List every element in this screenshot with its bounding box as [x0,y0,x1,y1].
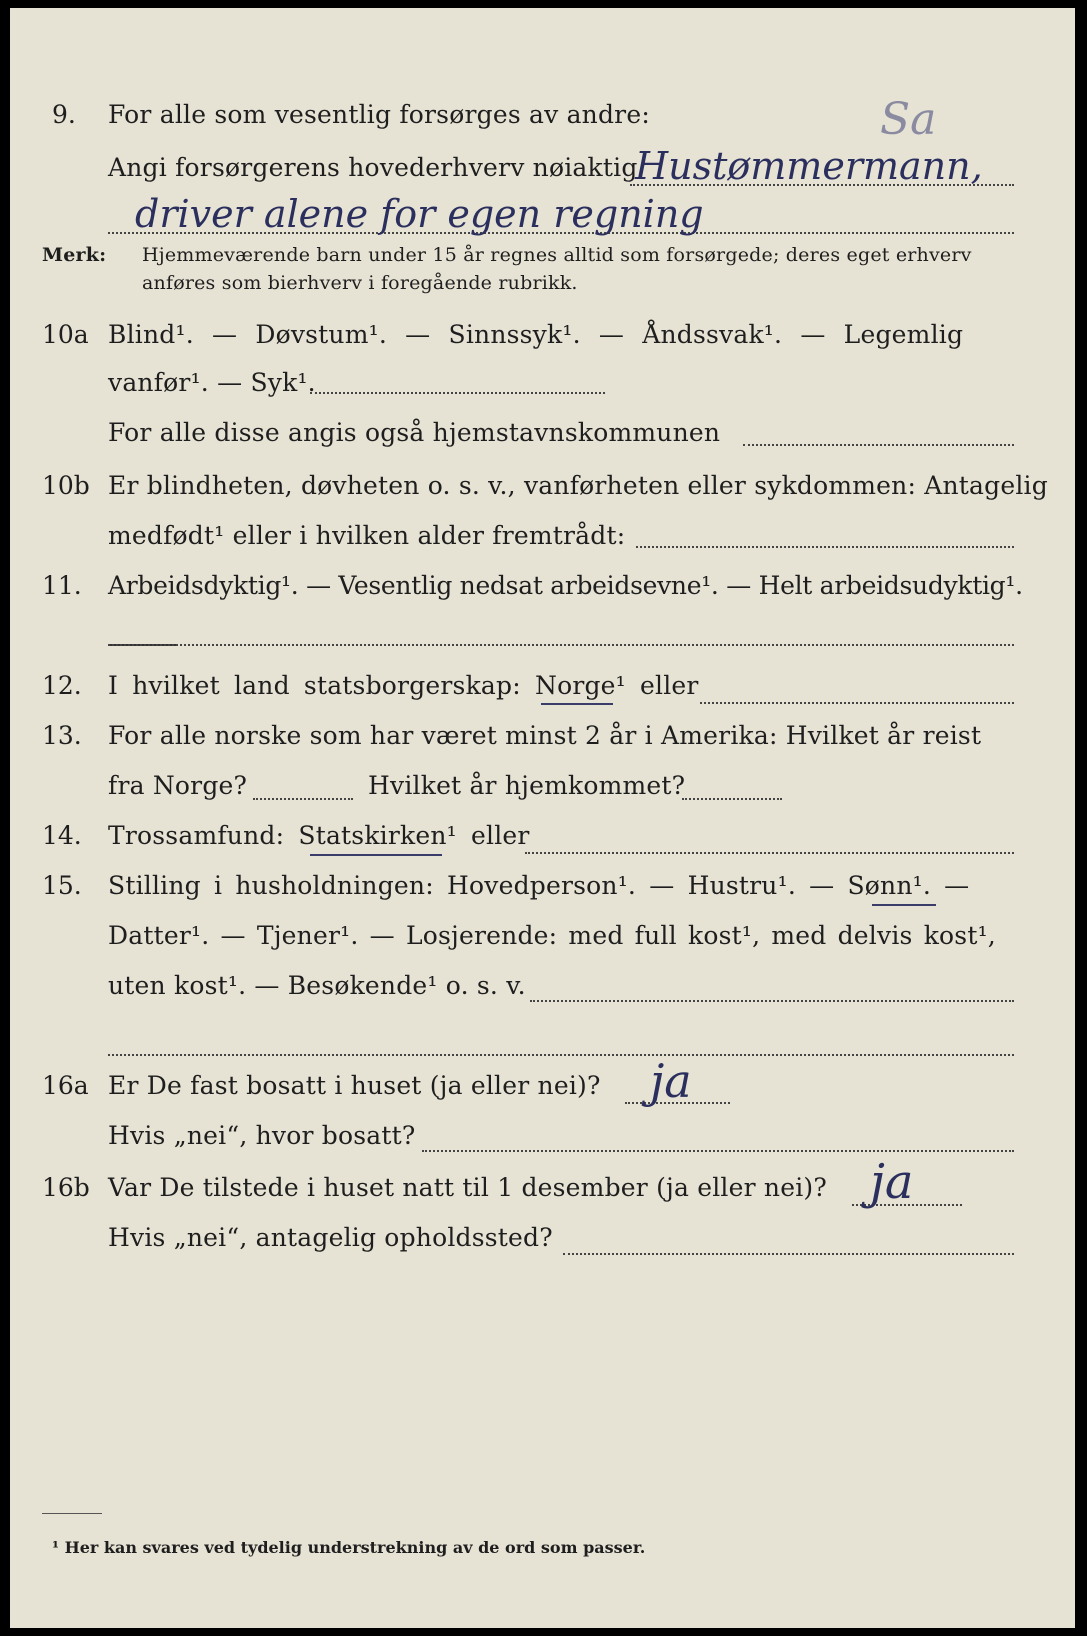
q16a-line1: Er De fast bosatt i huset (ja eller nei)? [108,1071,601,1100]
q15-line2: Datter¹. — Tjener¹. — Losjerende: med full kost¹, med delvis kost¹, [108,921,996,950]
q11-answer-line [108,644,1014,646]
q12-line1: I hvilket land statsborgerskap: Norge¹ eller [108,671,699,700]
q13-hjemkommet-line [682,798,782,800]
q12-answer-line [700,702,1014,704]
footnote-divider [42,1513,102,1514]
q14-answer-line [525,852,1014,854]
q15-answer-line2 [108,1054,1014,1056]
q16a-handwritten-answer: ja [650,1054,692,1108]
q10a-line1: Blind¹. — Døvstum¹. — Sinnssyk¹. — Åndssvak¹. — Legemlig [108,320,964,349]
q10a-syk-line [310,392,605,394]
q13-reist-line [253,798,353,800]
q9-handwritten-answer2: driver alene for egen regning [135,192,704,236]
q13-number: 13. [42,721,82,750]
q14-line1: Trossamfund: Statskirken¹ eller [108,821,530,850]
merk-label: Merk: [42,244,107,266]
merk-line1: Hjemmeværende barn under 15 år regnes alltid som forsørgede; deres eget erhverv [142,244,972,266]
q9-line2: Angi forsørgerens hovederhverv nøiaktig [108,153,638,182]
q10a-kommune-line [743,444,1014,446]
q9-handwritten-answer1: Hustømmermann, [635,144,983,188]
q13-line1: For alle norske som har været minst 2 år i Amerika: Hvilket år reist [108,721,982,750]
q16b-line2: Hvis „nei“, antagelig opholdssted? [108,1223,553,1252]
q9-number: 9. [52,100,76,129]
q13-line2b: Hvilket år hjemkommet? [368,771,686,800]
footnote: ¹ Her kan svares ved tydelig understrekning av de ord som passer. [52,1538,646,1557]
q16b-line1: Var De tilstede i huset natt til 1 desember (ja eller nei)? [108,1173,827,1202]
q10a-line3: For alle disse angis også hjemstavnskommunen [108,418,721,447]
q15-number: 15. [42,871,82,900]
q15-line1: Stilling i husholdningen: Hovedperson¹. — Hustru¹. — Sønn¹. — [108,871,970,900]
q15-answer-line1 [530,1000,1014,1002]
census-form-page [10,8,1075,1628]
q16a-line2: Hvis „nei“, hvor bosatt? [108,1121,416,1150]
q11-line1: Arbeidsdyktig¹. — Vesentlig nedsat arbeidsevne¹. — Helt arbeidsudyktig¹. [108,571,1023,600]
q10a-line2: vanfør¹. — Syk¹. [108,368,316,397]
q15-line3: uten kost¹. — Besøkende¹ o. s. v. [108,971,526,1000]
q10b-number: 10b [42,471,90,500]
q11-number: 11. [42,571,82,600]
q10b-alder-line [636,546,1014,548]
q16b-opholdssted-line [563,1253,1014,1255]
q16a-number: 16a [42,1071,89,1100]
q12-norge-underline [541,703,613,705]
q14-statskirken-underline [310,854,442,856]
q15-sonn-underline [872,904,936,906]
q12-number: 12. [42,671,82,700]
q10b-line1: Er blindheten, døvheten o. s. v., vanførheten eller sykdommen: Antagelig [108,471,1048,500]
corner-mark: Sa [880,94,937,145]
q13-line2a: fra Norge? [108,771,248,800]
q9-line1: For alle som vesentlig forsørges av andre: [108,100,650,129]
q16b-handwritten-answer: ja [870,1154,914,1210]
q10a-number: 10a [42,320,89,349]
q16a-bosatt-line [422,1150,1014,1152]
q10b-line2: medfødt¹ eller i hvilken alder fremtrådt: [108,521,626,550]
q14-number: 14. [42,821,82,850]
q16b-number: 16b [42,1173,90,1202]
merk-line2: anføres som bierhverv i foregående rubrikk. [142,272,578,294]
